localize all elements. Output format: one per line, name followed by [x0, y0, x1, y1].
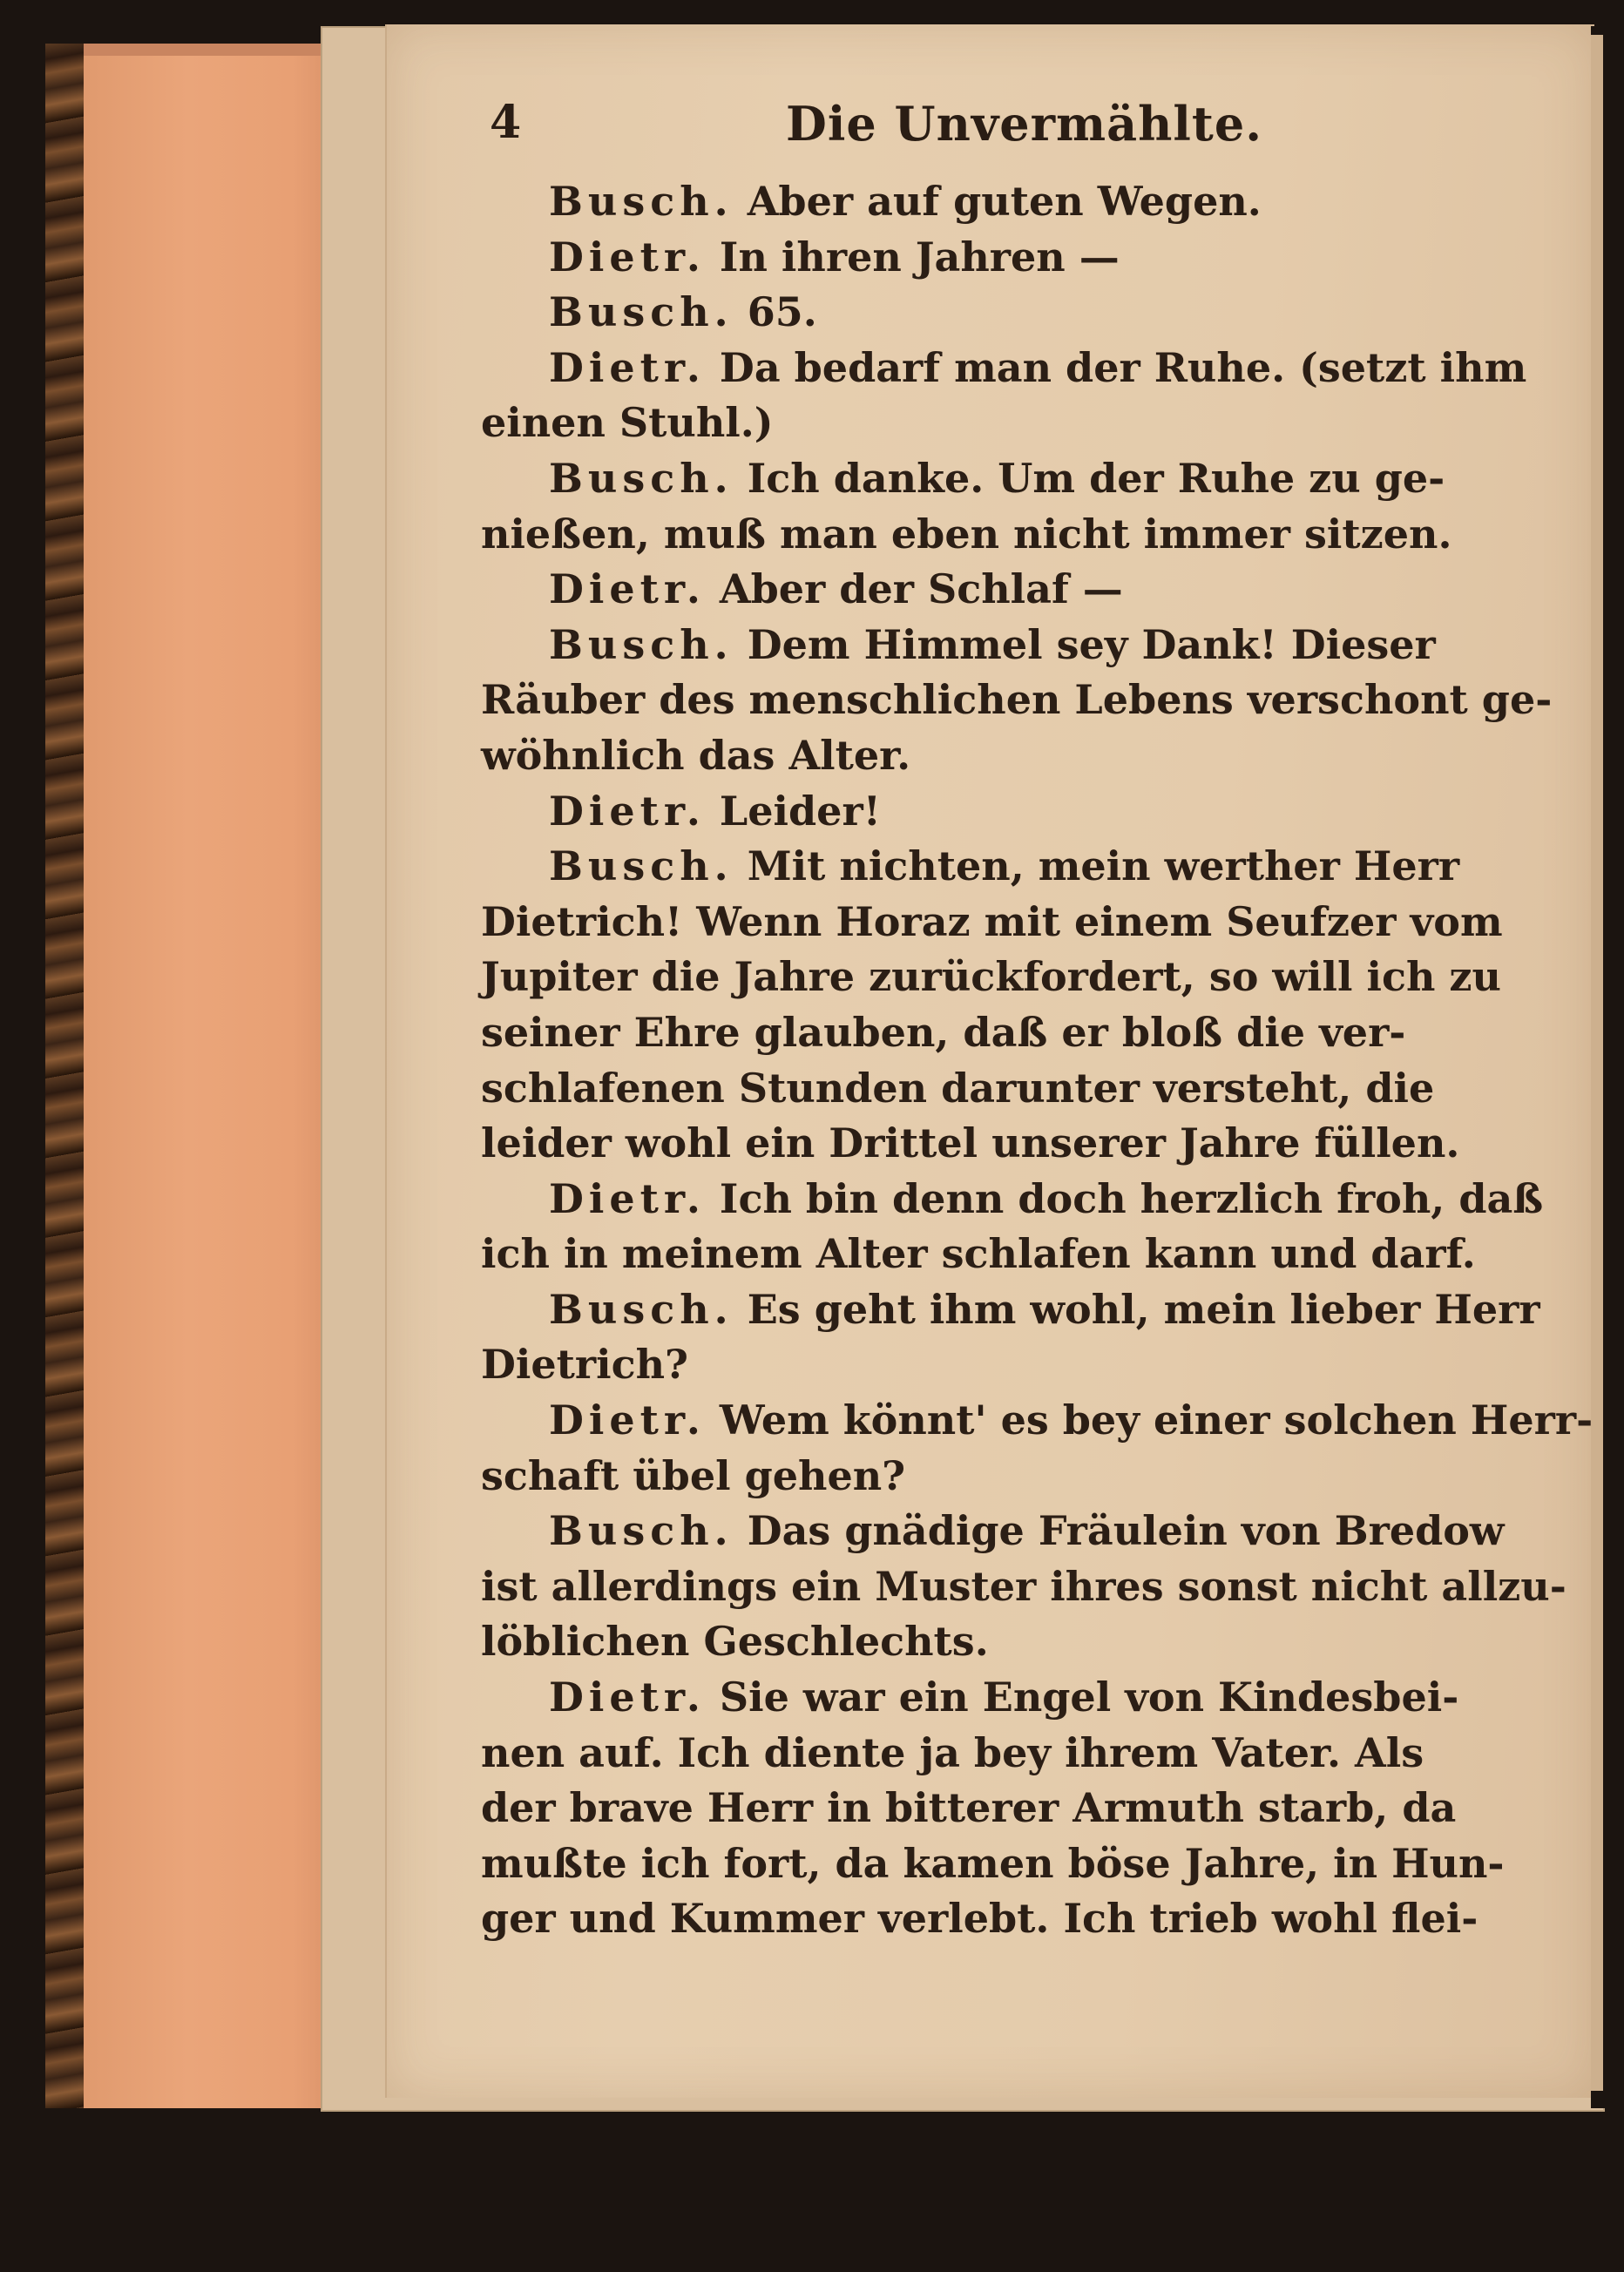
speaker-name: Busch.	[549, 842, 734, 890]
speaker-name: Busch.	[549, 178, 734, 225]
text-line	[481, 507, 1483, 563]
text-line	[481, 1282, 1540, 1338]
line-text: löblichen Geschlechts.	[481, 1618, 989, 1666]
line-text: Jupiter die Jahre zurückfordert, so will ich zu	[481, 953, 1501, 1001]
cover-board	[84, 44, 347, 2108]
text-line	[481, 1449, 1483, 1505]
text-line	[481, 1836, 1505, 1892]
text-line	[481, 1116, 1483, 1172]
text-line	[481, 784, 1483, 840]
line-text: nen auf. Ich diente ja bey ihrem Vater. Als	[481, 1728, 1424, 1776]
line-text: ist allerdings ein Muster ihres sonst nicht allzu-	[481, 1562, 1566, 1610]
cover-board-edge	[84, 44, 345, 56]
running-title: Die Unvermählte.	[786, 96, 1263, 152]
line-text: ich in meinem Alter schlafen kann und darf.	[481, 1230, 1476, 1278]
text-line	[481, 839, 1483, 895]
line-text: Da bedarf man der Ruhe. (setzt ihm	[705, 343, 1527, 391]
line-text: Aber der Schlaf —	[705, 565, 1123, 613]
line-text: einen Stuhl.)	[481, 399, 774, 447]
text-line	[481, 285, 1483, 341]
speaker-name: Dietr.	[549, 233, 706, 281]
text-line	[481, 1614, 1483, 1670]
text-line	[481, 1781, 1483, 1836]
line-text: schaft übel gehen?	[481, 1451, 906, 1499]
line-text: Wem könnt' es bey einer solchen Herr-	[705, 1396, 1594, 1444]
text-line	[481, 895, 1503, 950]
text-line	[481, 396, 1483, 451]
text-line	[481, 451, 1483, 507]
speaker-name: Dietr.	[549, 565, 706, 613]
speaker-name: Busch.	[549, 1507, 734, 1555]
body-text	[481, 174, 1594, 1947]
line-text: Räuber des menschlichen Lebens verschont ge-	[481, 676, 1553, 724]
line-text: In ihren Jahren —	[705, 233, 1120, 281]
line-text: Dietrich! Wenn Horaz mit einem Seufzer vom	[481, 897, 1503, 945]
text-line	[481, 562, 1483, 618]
speaker-name: Dietr.	[549, 787, 706, 835]
text-line	[481, 673, 1553, 728]
line-text: Dietrich?	[481, 1341, 688, 1389]
speaker-name: Busch.	[549, 288, 734, 336]
text-line	[481, 1172, 1544, 1227]
line-text: 65.	[733, 288, 817, 336]
speaker-name: Dietr.	[549, 1174, 706, 1222]
speaker-name: Dietr.	[549, 1396, 706, 1444]
line-text: Es geht ihm wohl, mein lieber Herr	[733, 1285, 1540, 1333]
text-line	[481, 1061, 1483, 1117]
line-text: wöhnlich das Alter.	[481, 731, 911, 779]
text-line	[481, 174, 1483, 230]
line-text: schlafenen Stunden darunter versteht, die	[481, 1064, 1435, 1112]
speaker-name: Dietr.	[549, 1674, 706, 1721]
text-line	[481, 1393, 1594, 1449]
line-text: nießen, muß man eben nicht immer sitzen.	[481, 510, 1452, 558]
text-line	[481, 1227, 1483, 1282]
line-text: leider wohl ein Drittel unserer Jahre füllen.	[481, 1119, 1460, 1167]
line-text: Mit nichten, mein werther Herr	[733, 842, 1460, 890]
text-line	[481, 341, 1527, 396]
speaker-name: Busch.	[549, 1285, 734, 1333]
text-line	[481, 1504, 1505, 1559]
line-text: Aber auf guten Wegen.	[733, 178, 1262, 225]
line-text: mußte ich fort, da kamen böse Jahre, in Hun-	[481, 1839, 1505, 1887]
text-line	[481, 618, 1483, 673]
speaker-name: Busch.	[549, 620, 734, 668]
line-text: Leider!	[705, 787, 881, 835]
text-line	[481, 728, 1483, 784]
text-line	[481, 1337, 1483, 1393]
text-line	[481, 1891, 1483, 1947]
line-text: der brave Herr in bitterer Armuth starb, da	[481, 1784, 1457, 1832]
speaker-name: Busch.	[549, 454, 734, 502]
line-text: Das gnädige Fräulein von Bredow	[733, 1507, 1505, 1555]
text-line	[481, 950, 1501, 1005]
line-text: seiner Ehre glauben, daß er bloß die ver-	[481, 1008, 1406, 1056]
line-text: Sie war ein Engel von Kindesbei-	[705, 1674, 1459, 1721]
speaker-name: Dietr.	[549, 343, 706, 391]
page-header	[490, 96, 1500, 157]
text-line	[481, 1726, 1483, 1782]
text-line	[481, 1559, 1566, 1615]
line-text: ger und Kummer verlebt. Ich trieb wohl flei-	[481, 1895, 1479, 1943]
line-text: Ich bin denn doch herzlich froh, daß	[705, 1174, 1544, 1222]
line-text: Dem Himmel sey Dank! Dieser	[733, 620, 1436, 668]
text-line	[481, 230, 1483, 286]
page-number: 4	[490, 96, 522, 149]
text-line	[481, 1005, 1483, 1061]
page-fore-edge	[1591, 35, 1603, 2091]
text-line	[481, 1670, 1483, 1726]
line-text: Ich danke. Um der Ruhe zu ge-	[733, 454, 1445, 502]
